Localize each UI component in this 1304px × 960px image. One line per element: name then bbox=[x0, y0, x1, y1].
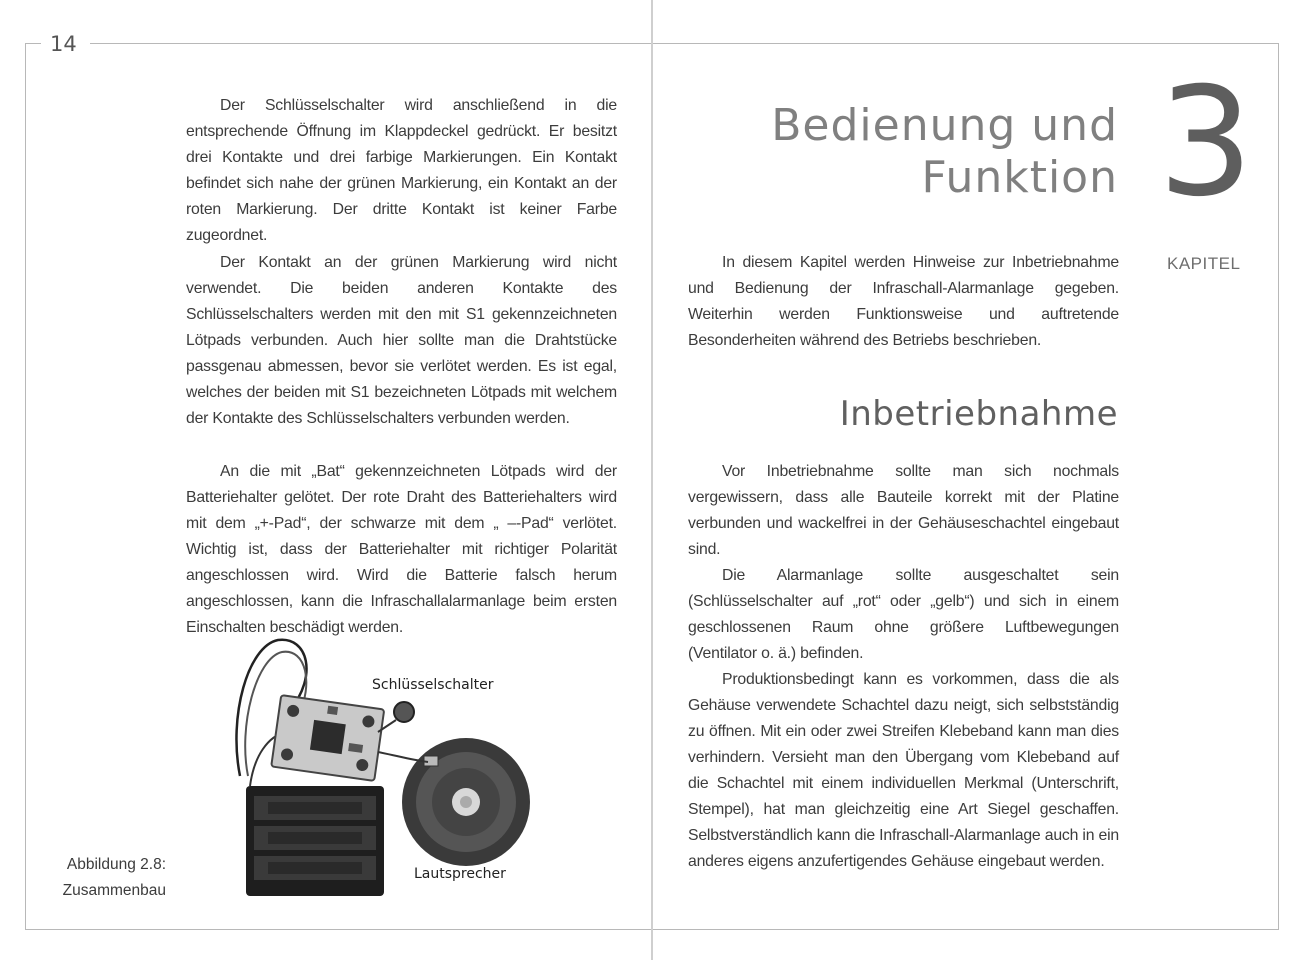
chapter-title-line-1: Bedienung und bbox=[771, 100, 1118, 151]
left-paragraph-1: Der Schlüsselschalter wird anschließend in die entsprechende Öffnung im Klappdeckel gedrückt. Er besitzt drei Kontakte und drei farbige Markierungen. Ein Kontakt befindet sich nahe der grünen Markierung, ein Kontakt an der roten Markierung. Der dritte Kontakt ist keiner Farbe zugeordnet. bbox=[186, 97, 617, 244]
frame-top-left-short bbox=[25, 43, 41, 44]
right-paragraph-2: Die Alarmanlage sollte ausgeschaltet sein (Schlüsselschalter auf „rot“ oder „gelb“) und sich in einem geschlossenen Raum ohne größere Luftbewegungen (Ventilator o. ä.) befinden. bbox=[688, 567, 1119, 662]
chapter-title bbox=[771, 100, 1118, 204]
caption-line-1: Abbildung 2.8: bbox=[66, 856, 166, 873]
speaker bbox=[378, 738, 530, 866]
frame-right bbox=[1278, 43, 1279, 930]
page-number: 14 bbox=[50, 32, 77, 56]
circuit-board bbox=[271, 695, 384, 781]
left-paragraph-2: Der Kontakt an der grünen Markierung wird nicht verwendet. Die beiden anderen Kontakte des Schlüsselschalters werden mit den mit S1 gekennzeichneten Lötpads verbunden. Auch hier sollte man die Drahtstücke passgenau abmessen, bevor sie verlötet werden. Es ist egal, welches der beiden mit S1 bezeichneten Lötpads mit welchem der Kontakte des Schlüsselschalters verbunden werden. bbox=[186, 254, 617, 427]
right-paragraph-3: Produktionsbedingt kann es vorkommen, dass die als Gehäuse verwendete Schachtel dazu neigt, sich selbstständig zu öffnen. Mit ein oder zwei Streifen Klebeband kann man dies verhindern. Versieht man den Übergang vom Klebeband auf die Schachtel mit einem individuellen Merkmal (Unterschrift, Stempel), hat man gleichzeitig eine Art Siegel geschaffen. Selbstverständlich kann die Infraschall-Alarmanlage auch in ein anderes eigens anzufertigendes Gehäuse eingebaut werden. bbox=[688, 671, 1119, 870]
assembly-figure bbox=[228, 636, 548, 898]
figure-caption bbox=[63, 852, 166, 904]
figure-label-speaker: Lautsprecher bbox=[414, 866, 506, 882]
chapter-label: KAPITEL bbox=[1167, 254, 1241, 273]
right-paragraph-1: Vor Inbetriebnahme sollte man sich nochmals vergewissern, dass alle Bauteile korrekt mit der Platine verbunden und wackelfrei in der Gehäuseschachtel eingebaut sind. bbox=[688, 463, 1119, 558]
caption-line-2: Zusammenbau bbox=[62, 882, 166, 899]
chapter-number: 3 bbox=[1158, 56, 1254, 230]
section-heading: Inbetriebnahme bbox=[839, 394, 1118, 434]
intro-paragraph: In diesem Kapitel werden Hinweise zur Inbetriebnahme und Bedienung der Infraschall-Alarmanlage gegeben. Weiterhin werden Funktionsweise und auftretende Besonderheiten während des Betriebs beschrieben. bbox=[688, 254, 1119, 349]
key-switch bbox=[394, 702, 414, 722]
frame-top-right bbox=[652, 43, 1279, 44]
battery-holder bbox=[246, 786, 384, 896]
figure-label-switch: Schlüsselschalter bbox=[372, 677, 494, 693]
frame-left bbox=[25, 43, 26, 930]
frame-top-left bbox=[90, 43, 652, 44]
page-gutter bbox=[651, 0, 653, 960]
left-paragraph-3: An die mit „Bat“ gekennzeichneten Lötpads wird der Batteriehalter gelötet. Der rote Draht des Batteriehalters wird mit dem „+-Pad“, der schwarze mit dem „ –-Pad“ verlötet. Wichtig ist, dass der Batteriehalter mit richtiger Polarität angeschlossen wird. Wird die Batterie falsch herum angeschlossen, kann die Infraschallalarmanlage beim ersten Einschalten beschädigt werden. bbox=[186, 463, 617, 636]
chapter-title-line-2: Funktion bbox=[921, 152, 1118, 203]
